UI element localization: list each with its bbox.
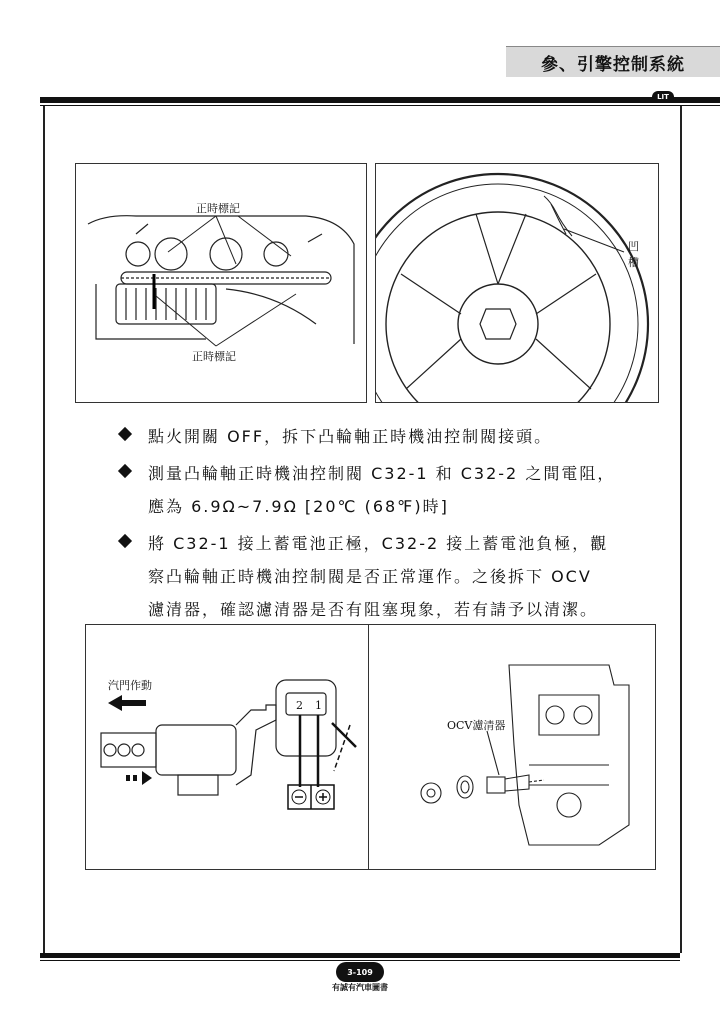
bullet-diamond-icon — [118, 427, 132, 441]
bullet-diamond-icon — [118, 464, 132, 478]
timing-mark-label-top: 正時標記 — [196, 202, 240, 215]
chapter-title: 參、引擎控制系統 — [506, 46, 720, 77]
publisher-name: 有誠有汽車圖書 — [332, 983, 388, 992]
connector-pin-2: 2 — [296, 699, 303, 712]
figure-timing-marks — [75, 163, 367, 403]
timing-mark-label-bottom: 正時標記 — [192, 350, 236, 363]
instruction-text-2a: 測量凸輪軸正時機油控制閥 C32-1 和 C32-2 之間電阻， — [148, 464, 616, 483]
figure-pulley-groove — [375, 163, 659, 403]
figure-ocv-filter — [368, 624, 656, 870]
ocv-filter-label: OCV濾清器 — [447, 719, 506, 732]
instruction-item-2 — [118, 457, 658, 523]
instruction-text-3a: 將 C32-1 接上蓄電池正極，C32-2 接上蓄電池負極，觀 — [148, 534, 609, 553]
groove-label-line1: 凹 — [628, 240, 639, 253]
page-number: 3-109 — [336, 962, 384, 982]
footer-rule-thin — [40, 960, 680, 961]
valve-action-label: 汽門作動 — [108, 679, 152, 692]
bullet-diamond-icon — [118, 534, 132, 548]
ocv-filter-drawing — [369, 625, 655, 869]
groove-label-line2: 槽 — [628, 256, 639, 269]
connector-pin-1: 1 — [315, 699, 322, 712]
pulley-groove-drawing — [376, 164, 658, 402]
instruction-text-1: 點火開關 OFF，拆下凸輪軸正時機油控制閥接頭。 — [148, 427, 553, 446]
instruction-text-2b: 應為 6.9Ω~7.9Ω [20℃ (68℉)時] — [148, 497, 449, 516]
instruction-item-1 — [118, 420, 658, 453]
instruction-item-3 — [118, 527, 658, 626]
header-rule — [40, 97, 720, 103]
instruction-text-3b: 察凸輪軸正時機油控制閥是否正常運作。之後拆下 OCV — [148, 567, 592, 586]
publisher-logo: LIT — [652, 91, 674, 103]
instruction-list — [118, 420, 658, 626]
figure-ocv-valve — [85, 624, 370, 870]
ocv-valve-drawing — [86, 625, 369, 869]
footer-rule — [40, 953, 680, 958]
instruction-text-3c: 濾清器，確認濾清器是否有阻塞現象，若有請予以清潔。 — [148, 600, 599, 619]
